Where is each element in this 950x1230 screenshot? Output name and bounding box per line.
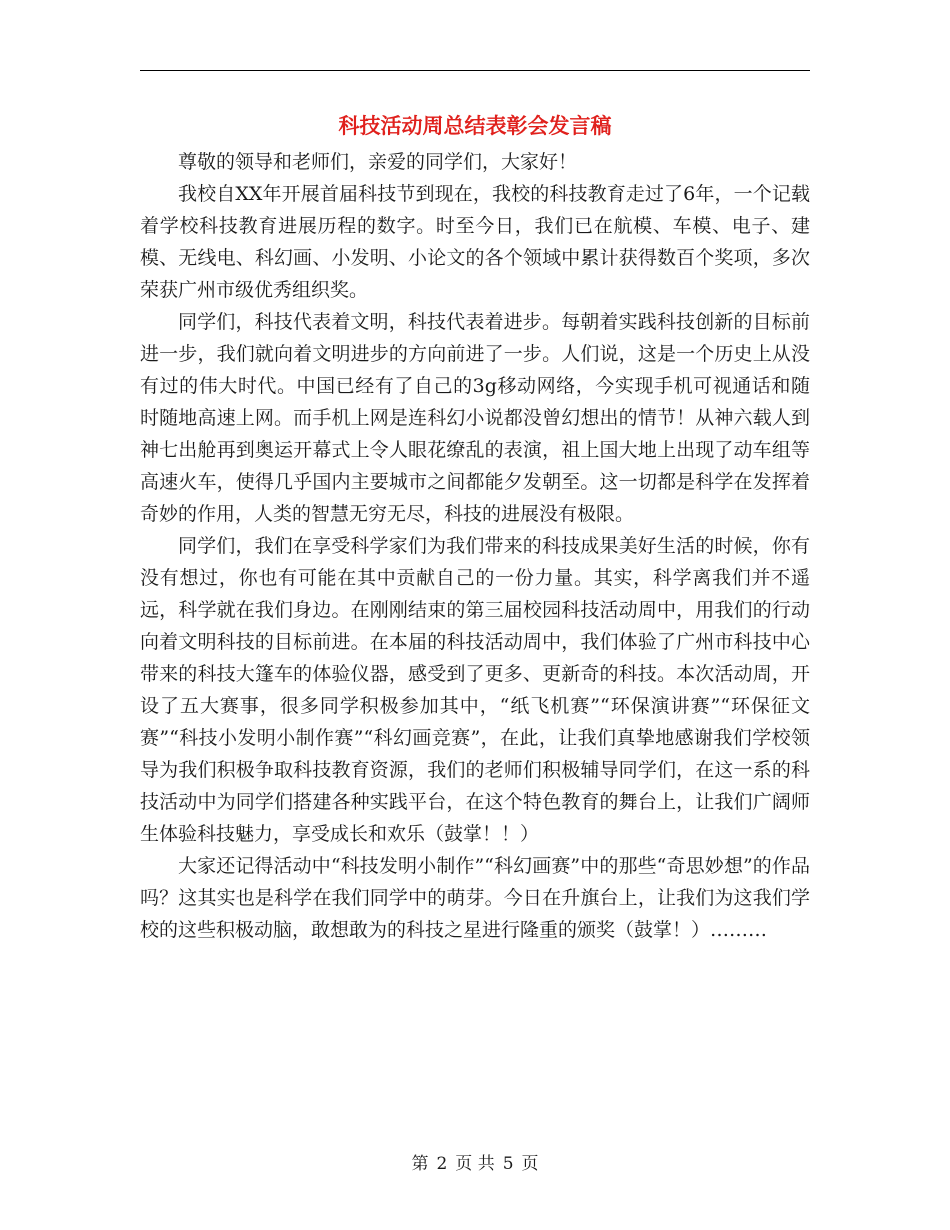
document-body xyxy=(140,146,810,946)
header-rule xyxy=(140,70,810,71)
footer-total-pages: 5 xyxy=(502,1154,514,1174)
footer-suffix: 页 xyxy=(521,1154,539,1174)
footer-current-page: 2 xyxy=(436,1154,448,1174)
page-footer xyxy=(140,1152,810,1176)
footer-mid: 页 共 xyxy=(455,1154,495,1174)
paragraph-awards: 大家还记得活动中“科技发明小制作”“科幻画赛”中的那些“奇思妙想”的作品吗？这其实也是科学在我们同学中的萌芽。今日在升旗台上，让我们为这我们学校的这些积极动脑，敢想敢为的科技之星进行隆重的颁奖（鼓掌！）……… xyxy=(140,855,810,941)
document-title: 科技活动周总结表彰会发言稿 xyxy=(338,113,612,138)
paragraph-greeting: 尊敬的领导和老师们，亲爱的同学们，大家好！ xyxy=(178,151,578,173)
paragraph-activity-week: 同学们，我们在享受科学家们为我们带来的科技成果美好生活的时候，你有没有想过，你也有可能在其中贡献自己的一份力量。其实，科学离我们并不遥远，科学就在我们身边。在刚刚结束的第三届校园科技活动周中，用我们的行动向着文明科技的目标前进。在本届的科技活动周中，我们体验了广州市科技中心带来的科技大篷车的体验仪器，感受到了更多、更新奇的科技。本次活动周，开设了五大赛事，很多同学积极参加其中，“纸飞机赛”“环保演讲赛”“环保征文赛”“科技小发明小制作赛”“科幻画竞赛”，在此，让我们真挚地感谢我们学校领导为我们积极争取科技教育资源，我们的老师们积极辅导同学们，在这一系的科技活动中为同学们搭建各种实践平台，在这个特色教育的舞台上，让我们广阔师生体验科技魅力，享受成长和欢乐（鼓掌！！） xyxy=(140,535,810,845)
footer-prefix: 第 xyxy=(411,1154,429,1174)
paragraph-progress: 同学们，科技代表着文明，科技代表着进步。每朝着实践科技创新的目标前进一步，我们就向着文明进步的方向前进了一步。人们说，这是一个历史上从没有过的伟大时代。中国已经有了自己的3g移动网络，今实现手机可视通话和随时随地高速上网。而手机上网是连科幻小说都没曾幻想出的情节！从神六载人到神七出舱再到奥运开幕式上令人眼花缭乱的表演，祖上国大地上出现了动车组等高速火车，使得几乎国内主要城市之间都能夕发朝至。这一切都是科学在发挥着奇妙的作用，人类的智慧无穷无尽，科技的进展没有极限。 xyxy=(140,311,810,525)
paragraph-history: 我校自XX年开展首届科技节到现在，我校的科技教育走过了6年，一个记载着学校科技教育进展历程的数字。时至今日，我们已在航模、车模、电子、建模、无线电、科幻画、小发明、小论文的各个领域中累计获得数百个奖项，多次荣获广州市级优秀组织奖。 xyxy=(140,183,810,301)
